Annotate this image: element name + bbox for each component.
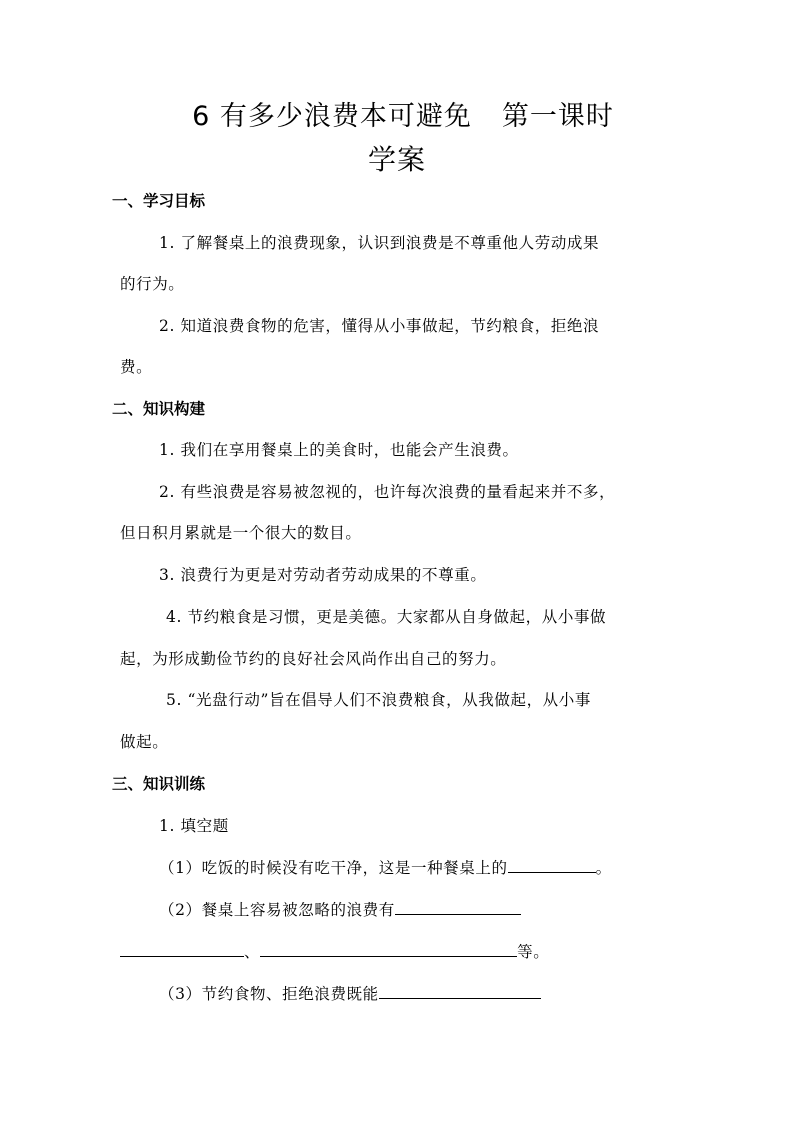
question2-separator: 、 <box>244 943 261 961</box>
section2-item2-line2: 但日积月累就是一个很大的数目。 <box>120 524 362 542</box>
question2-blank2[interactable] <box>120 940 244 957</box>
section1-item1-line1: 1. 了解餐桌上的浪费现象，认识到浪费是不尊重他人劳动成果 <box>159 234 600 252</box>
question3-blank[interactable] <box>379 982 541 999</box>
section2-heading: 二、知识构建 <box>112 400 206 418</box>
section1-item1-line2: 的行为。 <box>120 275 185 293</box>
section3-item1-label: 1. 填空题 <box>159 817 229 835</box>
section2-item5-line2: 做起。 <box>120 733 169 751</box>
question3 <box>159 982 541 1005</box>
question2-blank3[interactable] <box>260 940 517 957</box>
section1-item2-line2: 费。 <box>120 358 153 376</box>
question3-text: （3）节约食物、拒绝浪费既能 <box>159 985 379 1003</box>
section3-heading: 三、知识训练 <box>112 775 206 793</box>
section2-item1: 1. 我们在享用餐桌上的美食时，也能会产生浪费。 <box>159 441 519 459</box>
question1-blank[interactable] <box>508 856 596 873</box>
question1-end: 。 <box>595 859 612 877</box>
question2-line2 <box>120 940 549 963</box>
section2-item4-line1: 4. 节约粮食是习惯，更是美德。大家都从自身做起，从小事做 <box>166 608 607 626</box>
title-main-part2: 第一课时 <box>501 101 614 132</box>
page-subtitle: 学案 <box>367 143 426 176</box>
question2-line1 <box>159 898 521 921</box>
question2-end: 等。 <box>517 943 550 961</box>
section2-item3: 3. 浪费行为更是对劳动者劳动成果的不尊重。 <box>159 566 487 584</box>
question1-text: （1）吃饭的时候没有吃干净，这是一种餐桌上的 <box>159 859 508 877</box>
title-main-part1: 6 有多少浪费本可避免 <box>192 101 472 132</box>
section1-item2-line1: 2. 知道浪费食物的危害，懂得从小事做起，节约粮食，拒绝浪 <box>159 317 600 335</box>
section2-item5-line1: 5. “光盘行动”旨在倡导人们不浪费粮食，从我做起，从小事 <box>166 691 591 709</box>
page-title <box>0 100 794 134</box>
question1 <box>159 856 612 879</box>
section1-heading: 一、学习目标 <box>112 192 206 210</box>
section2-item4-line2: 起，为形成勤俭节约的良好社会风尚作出自己的努力。 <box>120 650 507 668</box>
question2-blank1[interactable] <box>395 898 521 915</box>
section2-item2-line1: 2. 有些浪费是容易被忽视的，也许每次浪费的量看起来并不多， <box>159 483 616 501</box>
question2-text: （2）餐桌上容易被忽略的浪费有 <box>159 901 395 919</box>
